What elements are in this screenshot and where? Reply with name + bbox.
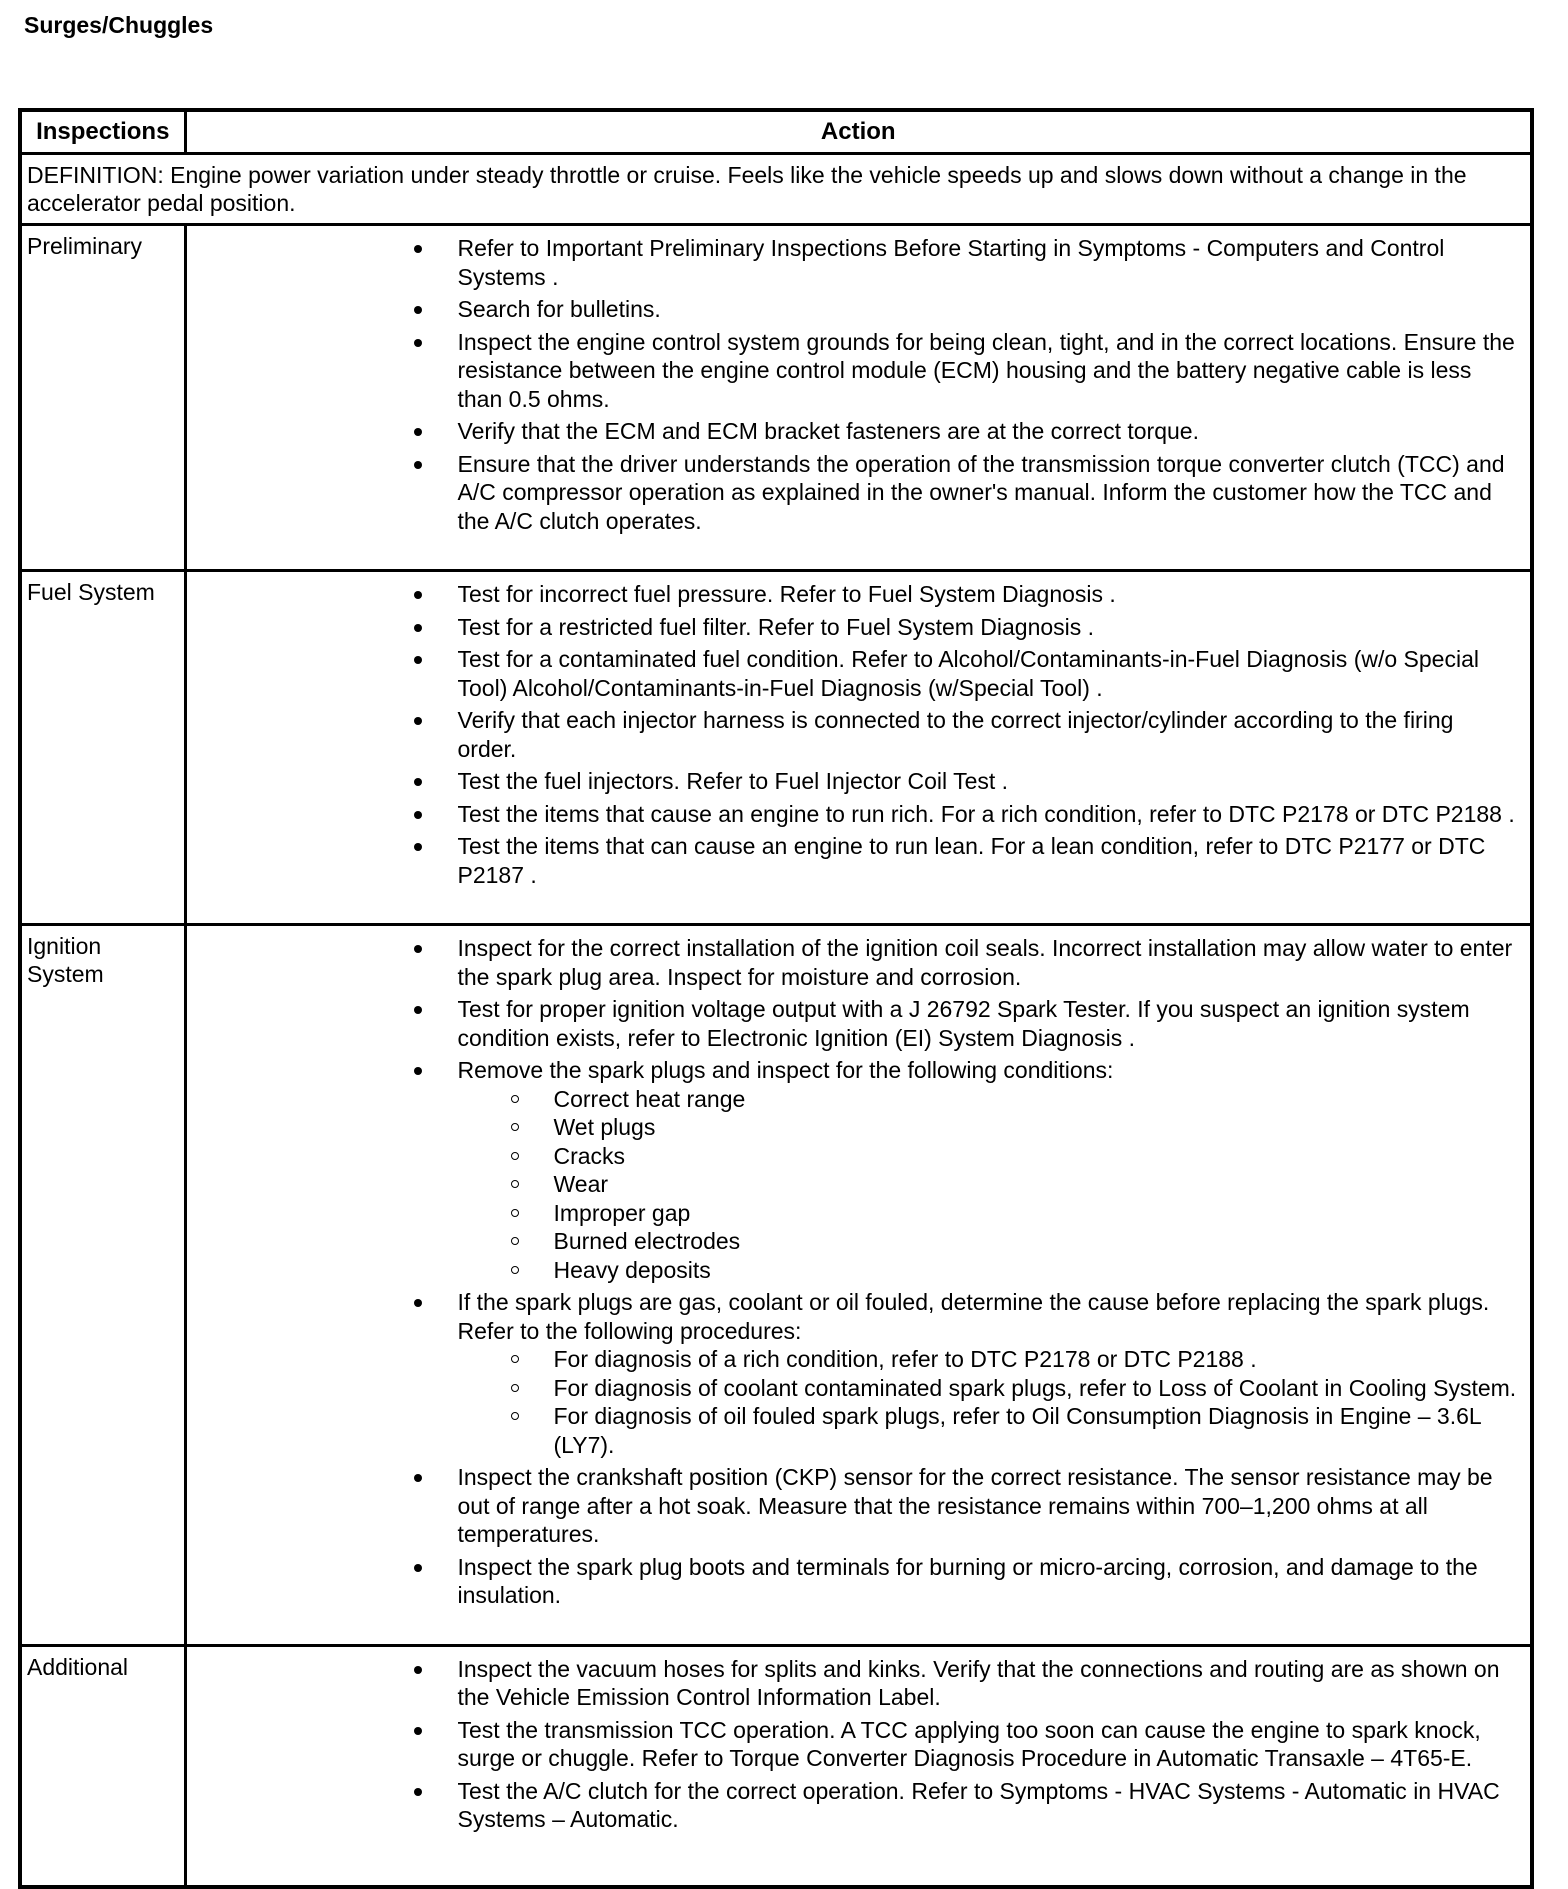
sub-item: For diagnosis of a rich condition, refer to DTC P2178 or DTC P2188 .	[554, 1345, 1519, 1374]
diagnosis-table	[18, 108, 1534, 1889]
action-item	[458, 1288, 1519, 1459]
action-item-text: Inspect the crankshaft position (CKP) sensor for the correct resistance. The sensor resistance may be out of range after a hot soak. Measure that the resistance remains within 700–1,200 ohms at all temperatures.	[457, 1464, 1493, 1547]
action-item	[458, 1655, 1519, 1712]
action-cell	[185, 925, 1532, 1646]
action-item-text: Remove the spark plugs and inspect for the following conditions:	[457, 1057, 1114, 1083]
action-item	[458, 580, 1519, 609]
action-item-text: Inspect the vacuum hoses for splits and kinks. Verify that the connections and routing are as shown on the Vehicle Emission Control Information Label.	[457, 1655, 1500, 1710]
action-cell	[185, 1645, 1532, 1887]
action-item	[458, 995, 1519, 1052]
sub-item: Heavy deposits	[554, 1256, 1519, 1285]
sub-item: Improper gap	[554, 1199, 1519, 1228]
action-item	[458, 1463, 1519, 1549]
action-item-text: Inspect for the correct installation of the ignition coil seals. Incorrect installation may allow water to enter the spark plug area. Inspect for moisture and corrosion.	[457, 935, 1513, 990]
action-item-text: Inspect the spark plug boots and terminals for burning or micro-arcing, corrosion, and damage to the insulation.	[457, 1553, 1478, 1608]
action-item	[458, 417, 1519, 446]
inspection-label: Fuel System	[20, 571, 185, 925]
action-item	[458, 934, 1519, 991]
sub-item: For diagnosis of oil fouled spark plugs, refer to Oil Consumption Diagnosis in Engine – 3.6L (LY7).	[554, 1402, 1519, 1459]
action-item	[458, 295, 1519, 324]
action-item	[458, 645, 1519, 702]
action-item	[458, 767, 1519, 796]
action-item-text: Test the items that cause an engine to run rich. For a rich condition, refer to DTC P2178 or DTC P2188 .	[457, 800, 1515, 827]
action-list	[187, 1655, 1519, 1834]
table-row	[20, 925, 1532, 1646]
action-item-text: Search for bulletins.	[457, 296, 661, 322]
action-item	[458, 450, 1519, 536]
action-item	[458, 1716, 1519, 1773]
action-item-text: Inspect the engine control system grounds for being clean, tight, and in the correct locations. Ensure the resistance between the engine control module (ECM) housing and the battery negative cable is less than 0.5 ohms.	[457, 328, 1515, 412]
sub-item: Burned electrodes	[554, 1227, 1519, 1256]
action-item-text: Ensure that the driver understands the operation of the transmission torque converter clutch (TCC) and A/C compressor operation as explained in the owner's manual. Inform the customer how the TCC and the A/C clutch operates.	[457, 450, 1505, 534]
table-header-row	[20, 110, 1532, 154]
action-item	[458, 1553, 1519, 1610]
definition-row	[20, 154, 1532, 225]
action-item-text: Test the items that can cause an engine to run lean. For a lean condition, refer to DTC P2177 or DTC P2187 .	[457, 833, 1486, 888]
action-item	[458, 1777, 1519, 1834]
action-item	[458, 1056, 1519, 1284]
action-item	[458, 613, 1519, 642]
action-list	[187, 580, 1519, 889]
header-inspections: Inspections	[20, 110, 185, 154]
sub-item: Wet plugs	[554, 1113, 1519, 1142]
action-list	[187, 234, 1519, 535]
action-item-text: Verify that the ECM and ECM bracket fasteners are at the correct torque.	[457, 418, 1199, 444]
action-item-text: Verify that each injector harness is connected to the correct injector/cylinder according to the firing order.	[457, 707, 1454, 762]
action-item-text: Test the A/C clutch for the correct operation. Refer to Symptoms - HVAC Systems - Automatic in HVAC Systems – Automatic.	[457, 1777, 1500, 1832]
sub-item: Correct heat range	[554, 1085, 1519, 1114]
sub-list	[458, 1345, 1519, 1459]
action-item-text: Test for a restricted fuel filter. Refer to Fuel System Diagnosis .	[457, 613, 1095, 640]
action-item-text: Test for proper ignition voltage output with a J 26792 Spark Tester. If you suspect an ignition system condition exists, refer to Electronic Ignition (EI) System Diagnosis .	[457, 996, 1470, 1051]
definition-text: DEFINITION: Engine power variation under steady throttle or cruise. Feels like the vehicle speeds up and slows down without a change in the accelerator pedal position.	[20, 154, 1532, 225]
sub-item: Cracks	[554, 1142, 1519, 1171]
action-item-text: Test for incorrect fuel pressure. Refer to Fuel System Diagnosis .	[457, 581, 1116, 607]
action-item	[458, 800, 1519, 829]
action-item-text: If the spark plugs are gas, coolant or oil fouled, determine the cause before replacing the spark plugs. Refer to the following procedures:	[457, 1289, 1490, 1344]
action-item-text: Test for a contaminated fuel condition. Refer to Alcohol/Contaminants-in-Fuel Diagnosis (w/o Special Tool) Alcohol/Contaminants-in-Fuel Diagnosis (w/Special Tool) .	[457, 646, 1479, 701]
header-action: Action	[185, 110, 1532, 154]
action-list	[187, 934, 1519, 1610]
action-cell	[185, 225, 1532, 571]
table-row	[20, 225, 1532, 571]
action-item	[458, 706, 1519, 763]
action-item	[458, 234, 1519, 291]
inspection-label: Ignition System	[20, 925, 185, 1646]
action-item-text: Test the fuel injectors. Refer to Fuel Injector Coil Test .	[457, 768, 1009, 794]
sub-item: For diagnosis of coolant contaminated spark plugs, refer to Loss of Coolant in Cooling System.	[553, 1374, 1517, 1401]
inspection-label: Additional	[20, 1645, 185, 1887]
action-item-text: Test the transmission TCC operation. A TCC applying too soon can cause the engine to spark knock, surge or chuggle. Refer to Torque Converter Diagnosis Procedure in Automatic Transaxle – 4T65-E.	[457, 1716, 1481, 1771]
sub-list	[458, 1085, 1519, 1285]
page-title: Surges/Chuggles	[24, 12, 214, 38]
action-cell	[185, 571, 1532, 925]
inspection-label: Preliminary	[20, 225, 185, 571]
sub-item: Wear	[554, 1170, 1519, 1199]
action-item	[458, 832, 1519, 889]
action-item	[458, 328, 1519, 414]
table-row	[20, 1645, 1532, 1887]
action-item-text: Refer to Important Preliminary Inspections Before Starting in Symptoms - Computers and Control Systems .	[457, 235, 1445, 290]
table-row	[20, 571, 1532, 925]
